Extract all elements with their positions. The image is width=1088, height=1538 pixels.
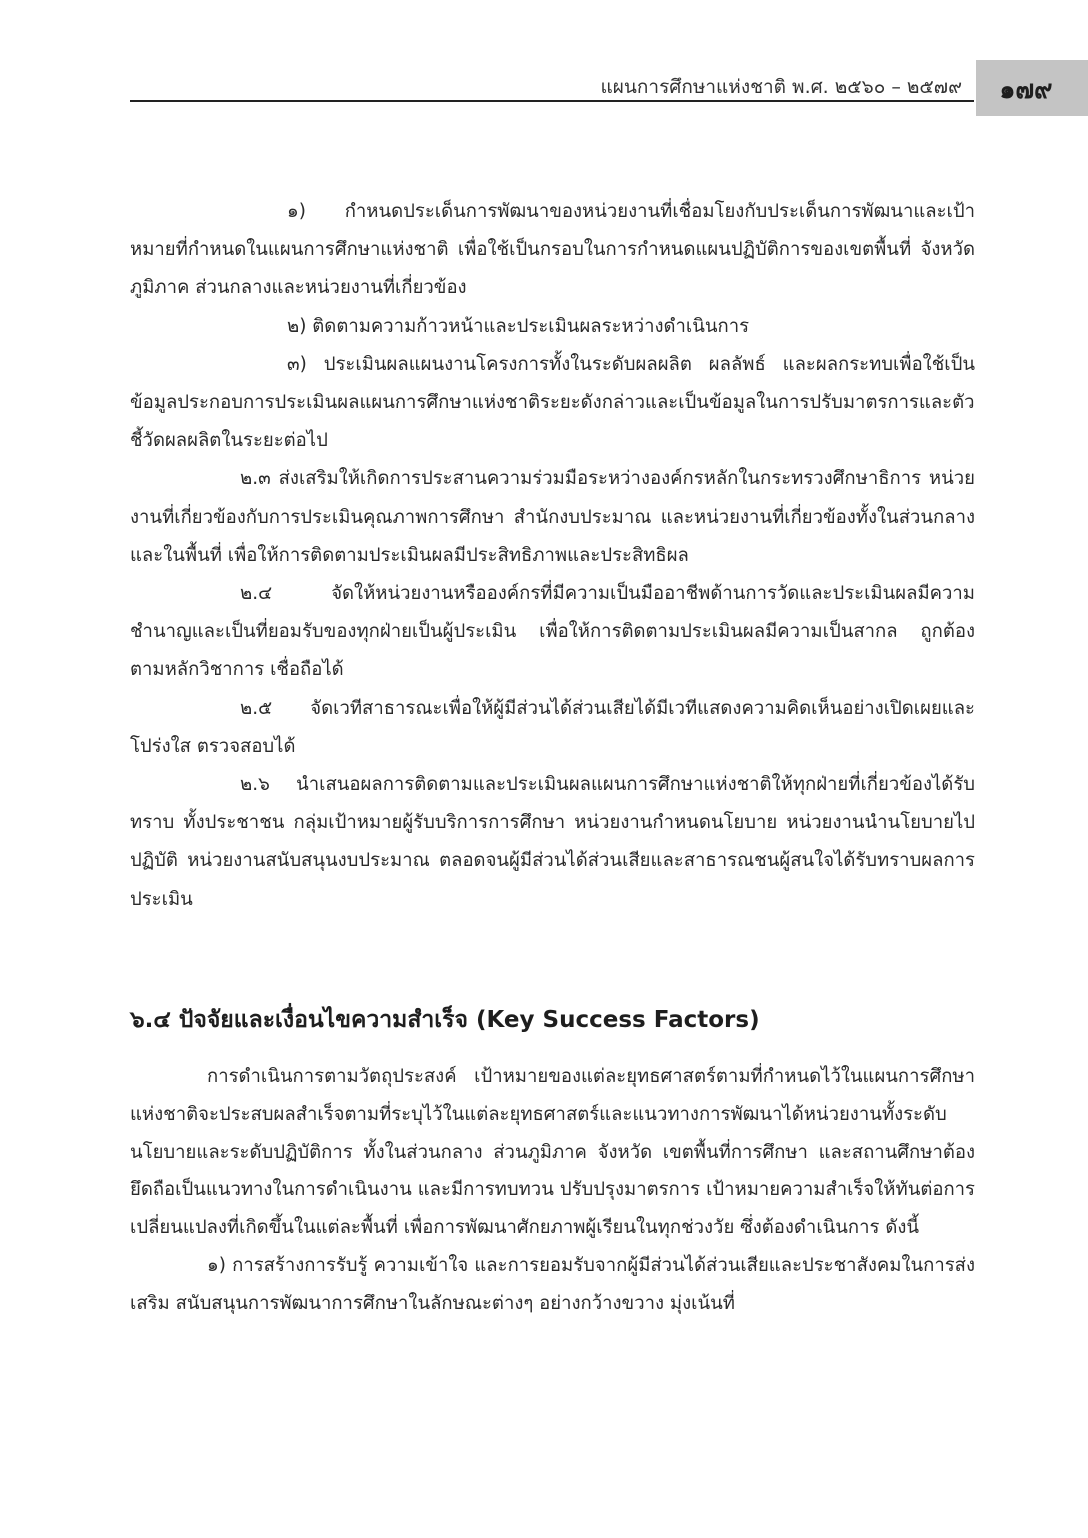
page-number-tab <box>976 60 1088 116</box>
item-2-6: ๒.๖ นำเสนอผลการติดตามและประเมินผลแผนการศึกษาแห่งชาติให้ทุกฝ่ายที่เกี่ยวข้องได้รับทราบ ทั้งประชาชน กลุ่มเป้าหมายผู้รับบริการการศึกษา หน่วยงานกำหนดนโยบาย หน่วยงานนำนโยบายไปปฏิบัติ หน่วยงานสนับสนุนงบประมาณ ตลอดจนผู้มีส่วนได้ส่วนเสียและสาธารณชนผู้สนใจได้รับทราบผลการประเมิน <box>130 774 975 910</box>
section-item-1: ๑) การสร้างการรับรู้ ความเข้าใจ และการยอมรับจากผู้มีส่วนได้ส่วนเสียและประชาสังคมในการส่งเสริม สนับสนุนการพัฒนาการศึกษาในลักษณะต่างๆ อย่างกว้างขวาง มุ่งเน้นที่ <box>130 1254 975 1314</box>
section-heading: ๖.๔ ปัจจัยและเงื่อนไขความสำเร็จ (Key Success Factors) <box>130 1007 760 1033</box>
section-intro-paragraph: การดำเนินการตามวัตถุประสงค์ เป้าหมายของแต่ละยุทธศาสตร์ตามที่กำหนดไว้ในแผนการศึกษาแห่งชาติจะประสบผลสำเร็จตามที่ระบุไว้ในแต่ละยุทธศาสตร์และแนวทางการพัฒนาได้หน่วยงานทั้งระดับนโยบายและระดับปฏิบัติการ ทั้งในส่วนกลาง ส่วนภูมิภาค จังหวัด เขตพื้นที่การศึกษา และสถานศึกษาต้องยึดถือเป็นแนวทางในการดำเนินงาน และมีการทบทวน ปรับปรุงมาตรการ เป้าหมายความสำเร็จให้ทันต่อการเปลี่ยนแปลงที่เกิดขึ้นในแต่ละพื้นที่ เพื่อการพัฒนาศักยภาพผู้เรียนในทุกช่วงวัย ซึ่งต้องดำเนินการ ดังนี้ <box>130 1066 975 1239</box>
list-item-1: ๑) กำหนดประเด็นการพัฒนาของหน่วยงานที่เชื่อมโยงกับประเด็นการพัฒนาและเป้าหมายที่กำหนดในแผนการศึกษาแห่งชาติ เพื่อใช้เป็นกรอบในการกำหนดแผนปฏิบัติการของเขตพื้นที่ จังหวัด ภูมิภาค ส่วนกลางและหน่วยงานที่เกี่ยวข้อง <box>130 201 975 299</box>
list-item-2: ๒) ติดตามความก้าวหน้าและประเมินผลระหว่างดำเนินการ <box>287 315 750 337</box>
item-2-3: ๒.๓ ส่งเสริมให้เกิดการประสานความร่วมมือระหว่างองค์กรหลักในกระทรวงศึกษาธิการ หน่วยงานที่เกี่ยวข้องกับการประเมินคุณภาพการศึกษา สำนักงบประมาณ และหน่วยงานที่เกี่ยวข้องทั้งในส่วนกลางและในพื้นที่ เพื่อให้การติดตามประเมินผลมีประสิทธิภาพและประสิทธิผล <box>130 468 975 566</box>
page-number: ๑๗๙ <box>999 75 1053 104</box>
section-body <box>130 1058 975 1323</box>
list-item-3: ๓) ประเมินผลแผนงานโครงการทั้งในระดับผลผลิต ผลลัพธ์ และผลกระทบเพื่อใช้เป็นข้อมูลประกอบการประเมินผลแผนการศึกษาแห่งชาติระยะดังกล่าวและเป็นข้อมูลในการปรับมาตรการและตัวชี้วัดผลผลิตในระยะต่อไป <box>130 353 975 452</box>
item-2-4: ๒.๔ จัดให้หน่วยงานหรือองค์กรที่มีความเป็นมืออาชีพด้านการวัดและประเมินผลมีความชำนาญและเป็นที่ยอมรับของทุกฝ่ายเป็นผู้ประเมิน เพื่อให้การติดตามประเมินผลมีความเป็นสากล ถูกต้องตามหลักวิชาการ เชื่อถือได้ <box>130 583 975 681</box>
header-title: แผนการศึกษาแห่งชาติ พ.ศ. ๒๕๖๐ – ๒๕๗๙ <box>600 76 962 98</box>
item-2-5: ๒.๕ จัดเวทีสาธารณะเพื่อให้ผู้มีส่วนได้ส่วนเสียได้มีเวทีแสดงความคิดเห็นอย่างเปิดเผยและโปร่งใส ตรวจสอบได้ <box>130 697 975 757</box>
body-text <box>130 193 975 919</box>
running-header <box>130 60 974 102</box>
